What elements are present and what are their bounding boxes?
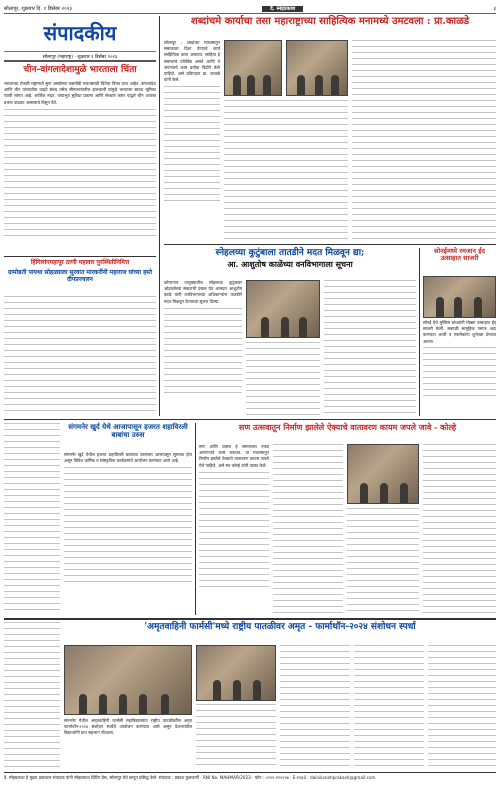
editorial-text: भारताच्या शेजारी राष्ट्रांमध्ये सुरू असलेल्या घडामोडी भारतासाठी चिंतेचा विषय ठरत आहेत. बांगलादेश आणि चीन यांच्यातील वाढते संबंध तसेच सीमाभागातील हालचाली यांमुळे भारताला सावध भूमिका घ्यावी लागत आहे. आर्थिक मदत, पायाभूत सुविधा प्रकल्प आणि संरक्षण करार यांद्वारे चीन आपला प्रभाव वाढवत असल्याचे दिसून येते. [4,81,156,105]
story5-col1 [199,444,269,615]
left-story-filler [4,296,156,416]
editorial-body [4,81,156,251]
story3-photo [423,276,496,318]
paper-name: दै. स्नेहप्रकाश [262,6,303,12]
story5-text: सण आणि उत्सव हे समाजाला एकत्र आणण्याचे काम करतात. या माध्यमातून निर्माण झालेले ऐक्याचे वातावरण कायम जपले गेले पाहिजे, असे मत कोल्हे यांनी व्यक्त केले. [199,444,269,468]
story4-col0 [4,423,60,615]
story2-headline: स्नेहलय्या कुटुंबाला तातडीने मदत मिळवून द्या; [215,248,365,258]
newspaper-page [4,4,496,792]
story6-col2 [196,704,276,770]
story3-body [423,320,496,416]
editorial-masthead [4,16,156,62]
story2-col3 [324,280,416,416]
story2-photo [246,280,320,338]
story2-text: कोपरगाव तालुक्यातील स्नेहलय्या कुटुंबावर ओढवलेल्या संकटाची दखल घेत आमदार आशुतोष काळे यांनी वनविभागाच्या अधिकाऱ्यांना तातडीने मदत मिळवून देण्याच्या सूचना दिल्या. [164,280,242,304]
story3-heads [423,248,496,274]
story5-photo [347,444,419,504]
story2-col1 [164,280,242,416]
story6-col0 [4,622,60,770]
story5-col4 [423,444,496,615]
editorial-filler [4,109,156,239]
story5-heads [199,423,496,441]
main-story-photo-2 [286,40,348,96]
story6-col4 [354,645,424,770]
story6-text: संगमनेर येथील अमृतवाहिनी फार्मसी महाविद्यालयात राष्ट्रीय पातळीवरील अमृत फार्माथॉन-२०२४ संशोधन स्पर्धेचे आयोजन करण्यात आले असून देशभरातील विद्यार्थ्यांनी यात सहभाग नोंदवला. [64,718,192,736]
main-story-col2 [224,100,348,240]
imprint-text: दै. स्नेहप्रकाश हे मुद्रक प्रकाशक संपादक यांनी स्नेहप्रकाश प्रिंटिंग प्रेस, सोलापूर येथे छापून प्रसिद्ध केले. संपादक : प्रकाश कुलकर्णी · RNI No. MAHMAR/2023 · फोन : ०२२२-२१५२२७ · E-mail : dainiksnehprakash@gmail.com [4,775,376,780]
story4-headline: संगमनेर खुर्द येथे आजापासून हजरत शहाविरली बाबांचा उरुस [68,422,188,440]
date-line: सोलापूर, शुक्रवार दि. १ डिसेंबर २०२३ [4,5,72,12]
left-story-subheadline: ग्रामोन्नती पायथा सोहळ्याला सुरवात मारकरींनी महाराज घांच्या हस्ते दीपप्रज्वलन [7,268,153,283]
story5-col2 [273,444,343,615]
story2-heads [164,248,416,276]
story6-col1 [64,718,192,770]
left-story-heads [4,260,156,294]
masthead-title: संपादकीय [43,21,117,45]
story6-col3 [280,645,350,770]
story2-subheadline: आ. आशुतोष काळेंच्या वनविभागाला सूचना [227,259,353,270]
imprint-footer [4,772,496,792]
story5-headline: सण उत्सवातून निर्माण झालेले ऐक्याचे वातावरण कायम जपले जावे - कोल्हे [238,422,457,432]
story6-heads [64,622,496,642]
top-strip [4,4,496,14]
masthead-subline: सोलापूर (महाराष्ट्र) · शुक्रवार १ डिसेंबर २०२३ [4,51,156,60]
main-story-col1 [164,40,220,240]
story6-photo-2 [196,645,276,701]
story6-photo-1 [64,645,192,715]
editorial-headline: चीन-वांगलादेशामुळे भारताला चिंता [23,65,137,75]
main-story-photo-1 [224,40,282,96]
story6-col5 [428,645,496,770]
story3-text: सोनई येथे मुस्लिम बांधवांनी मोठ्या उत्साहात ईद साजरी केली. सकाळी सामूहिक नमाज अदा करण्यात आली व एकमेकांना शुभेच्छा देण्यात आल्या. [423,320,496,344]
story5-col3 [347,508,419,615]
editorial-headline-box [4,65,156,79]
main-story-col3 [352,40,496,240]
story2-col2 [246,342,320,416]
left-story-headline: हिंगिलांगमहापूर ठाणी महावार पुरस्थितीनिमित्त [30,259,130,266]
main-story-text: सोलापूर : शब्दांच्या माध्यमातून समाजाला दिशा देण्याचे कार्य साहित्यिक करत असतात. साहित्य हे समाजाचे प्रतिबिंब असते आणि ते जपण्याचे काम प्रत्येक पिढीने केले पाहिजे, असे प्रतिपादन प्रा. काळडे यांनी केले. [164,40,220,83]
page-number: ३ [493,5,496,12]
story6-headline: 'अमृतवाहिनी फार्मसी'मध्ये राष्ट्रीय पातळीवर अमृत - फार्माथॉन-२०२४ संशोधन स्पर्धा [144,622,416,632]
story4-heads [64,423,192,449]
story4-text: संगमनेर खुर्द येथील हजरत शहाविरली बाबांच्या उरुसाला आजपासून सुरुवात होत असून विविध धार्मिक व सांस्कृतिक कार्यक्रमांचे आयोजन करण्यात आले आहे. [64,452,192,464]
story3-headline: सोनईमध्ये रमजान ईद उत्साहात साजरी [434,247,485,263]
story4-body [64,452,192,615]
main-story-headline: शब्दांचमे कार्याचा तसा महाराष्ट्राच्या साहित्यिक मनामध्ये उमटवला : प्रा.काळडे [190,16,470,27]
left-story-body [4,296,156,416]
main-story-headline-box [164,16,496,36]
